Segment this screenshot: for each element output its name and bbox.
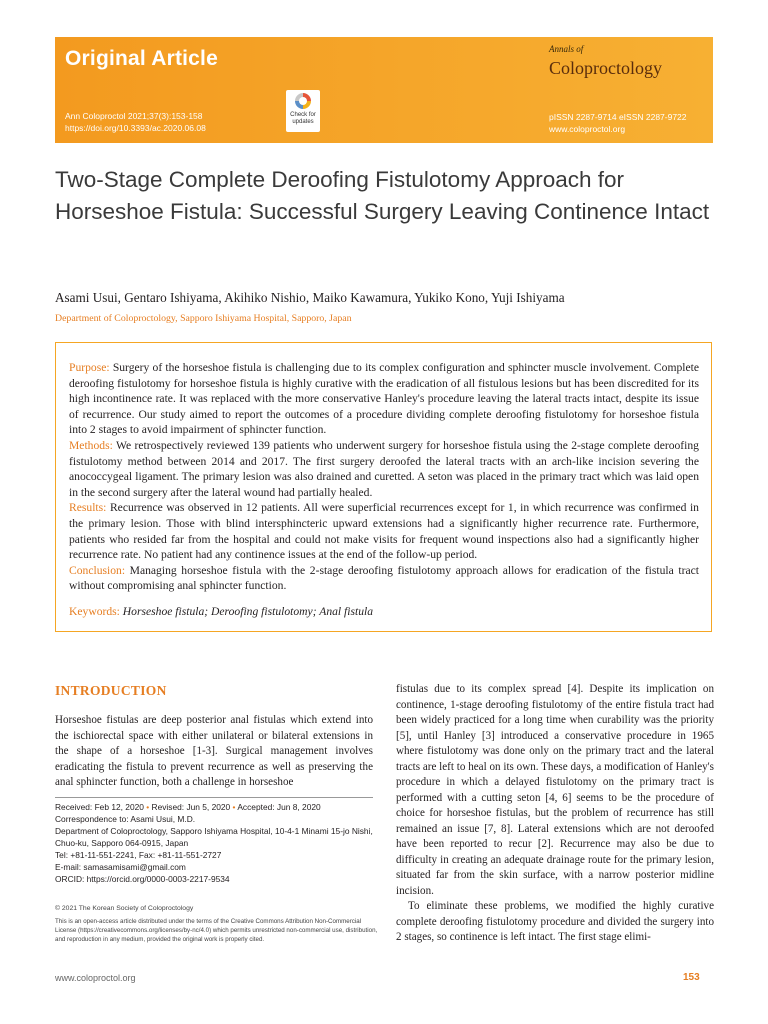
article-title: Two-Stage Complete Deroofing Fistulotomy Approach for Horseshoe Fistula: Successful Surgery Leaving Continence Intact	[55, 167, 710, 224]
divider	[55, 797, 373, 798]
journal-info	[549, 111, 687, 135]
revised-date: Revised: Jun 5, 2020	[151, 802, 231, 812]
doi-link[interactable]: https://doi.org/10.3393/ac.2020.06.08	[65, 123, 206, 133]
purpose-text: Surgery of the horseshoe fistula is challenging due to its complex configuration and sphincter muscle involvement. Complete deroofing fistulotomy for horseshoe fistula is highly curative with the eradication of all fistulous lesions but has been discredited for its high incontinence rate. It was replaced with the more conservative Hanley's procedure leaving the lateral tracts intact, despite its issue of recurrence. Our study aimed to report the outcomes of a procedure dividing complete deroofing fistulotomy for horseshoe fistula into 2 stages to avoid impairment of sphincter function.	[69, 361, 699, 437]
results-label: Results:	[69, 501, 107, 515]
copyright: © 2021 The Korean Society of Coloproctology	[55, 905, 194, 912]
address: Department of Coloproctology, Sapporo Ishiyama Hospital, 10-4-1 Minami 15-jo Nishi, Chuo-ku, Sapporo 064-0915, Japan	[55, 826, 373, 848]
results-text: Recurrence was observed in 12 patients. All were superficial recurrences except for 1, in which recurrence was confirmed in the primary lesion. Those with blind intersphincteric upward extensions had a significantly higher recurrence rate. Furthermore, patients who resided far from the hospital and could not make visits for frequent wound inspections also had a significantly higher recurrence rate. No patient had any continence issues at the end of the follow-up period.	[69, 501, 699, 562]
abstract-text	[69, 360, 699, 594]
check-updates-label: Check for updates	[290, 112, 316, 125]
abstract-box	[55, 342, 712, 632]
license-text: This is an open-access article distributed under the terms of the Creative Commons Attribution Non-Commercial License (https://creativecommons.org/licenses/by-nc/4.0) which permits unrestricted non-commercial use, distribution, and reproduction in any medium, provided the original work is properly cited.	[55, 918, 378, 943]
methods-text: We retrospectively reviewed 139 patients who underwent surgery for horseshoe fistula using the 2-stage complete deroofing fistulotomy method between 2014 and 2017. The first surgery deroofed the lateral tracts with an arch-like incision severing the anococcygeal ligament. The primary lesion was also drained and curetted. A seton was placed in the primary tract which was laid open in the second surgery after the lateral wound had partially healed.	[69, 438, 699, 499]
keywords-text: Horseshoe fistula; Deroofing fistulotomy; Anal fistula	[122, 605, 374, 618]
article-metadata	[55, 801, 385, 885]
affiliation: Department of Coloproctology, Sapporo Ishiyama Hospital, Sapporo, Japan	[55, 313, 352, 324]
email[interactable]: E-mail: samasamisami@gmail.com	[55, 862, 186, 872]
issn: pISSN 2287-9714 eISSN 2287-9722	[549, 112, 687, 122]
received-date: Received: Feb 12, 2020	[55, 802, 144, 812]
intro-paragraph-left: Horseshoe fistulas are deep posterior anal fistulas which extend into the ischiorectal space with either unilateral or bilateral extensions in the shape of a horseshoe [1-3]. Surgical management involves eradicating the fistula to prevent recurrence as well as preserving the anal sphincter function, both a challenge in horseshoe	[55, 714, 373, 788]
bullet-icon: •	[146, 802, 152, 812]
journal-prefix: Annals of	[549, 44, 584, 54]
conclusion-text: Managing horseshoe fistula with the 2-stage deroofing fistulotomy approach allows for eradication of the fistula tract without compromising anal sphincter function.	[69, 563, 699, 593]
copyright-block	[55, 904, 380, 944]
crossmark-icon	[295, 93, 311, 109]
keywords-label: Keywords:	[69, 605, 120, 618]
abstract-purpose	[69, 360, 699, 438]
citation-block	[65, 110, 206, 134]
citation: Ann Coloproctol 2021;37(3):153-158	[65, 111, 203, 121]
bullet-icon: •	[232, 802, 238, 812]
keywords	[69, 605, 373, 618]
right-column	[396, 682, 714, 946]
conclusion-label: Conclusion:	[69, 563, 126, 577]
correspondence: Correspondence to: Asami Usui, M.D.	[55, 814, 196, 824]
section-heading-introduction: INTRODUCTION	[55, 683, 167, 698]
purpose-label: Purpose:	[69, 361, 110, 374]
abstract-methods	[69, 438, 699, 500]
left-column	[55, 713, 373, 791]
intro-paragraph-right-1: fistulas due to its complex spread [4]. Despite its implication on continence, 1-stage deroofing fistulotomy of the entire fistula tract had been widely practiced for a long time when curability was the priority [5], until Hanley [3] introduced a conservative procedure in 1965 where fistulotomy was done only on the primary tract and the lateral tracts are left to heal on its own. These days, a modification of Hanley's procedure in which a delayed fistulotomy on the primary tract is performed with a cutting seton [4, 6] seems to be the procedure of choice for horseshoe fistulas, but the problem of recurrence has still remained an issue [7, 8]. Lateral extensions which are not deroofed have been reported to recur [2]. Recurrence may also be due to difficulty in creating an adequate drainage route for the primary lesion, situated far from the skin surface, with a narrow posterior midline incision.	[396, 683, 714, 897]
journal-brand	[541, 37, 713, 143]
phone-fax: Tel: +81-11-551-2241, Fax: +81-11-551-2727	[55, 850, 222, 860]
intro-paragraph-right-2: To eliminate these problems, we modified the highly curative complete deroofing fistulotomy procedure and divided the surgery into 2 stages, so continence is left intact. The first stage elimi-	[396, 900, 714, 943]
methods-label: Methods:	[69, 438, 113, 452]
abstract-conclusion	[69, 563, 699, 594]
author-list: Asami Usui, Gentaro Ishiyama, Akihiko Nishio, Maiko Kawamura, Yukiko Kono, Yuji Ishiyama	[55, 290, 565, 305]
page-number: 153	[683, 972, 700, 983]
orcid[interactable]: ORCID: https://orcid.org/0000-0003-2217-9534	[55, 874, 230, 884]
journal-url[interactable]: www.coloproctol.org	[549, 124, 626, 134]
header-banner	[55, 37, 713, 143]
dates	[55, 801, 385, 813]
check-for-updates-button[interactable]	[286, 90, 320, 132]
accepted-date: Accepted: Jun 8, 2020	[237, 802, 321, 812]
footer-url[interactable]: www.coloproctol.org	[55, 973, 136, 983]
abstract-results	[69, 500, 699, 562]
journal-name: Coloproctology	[549, 58, 662, 78]
article-type-label: Original Article	[65, 47, 218, 70]
